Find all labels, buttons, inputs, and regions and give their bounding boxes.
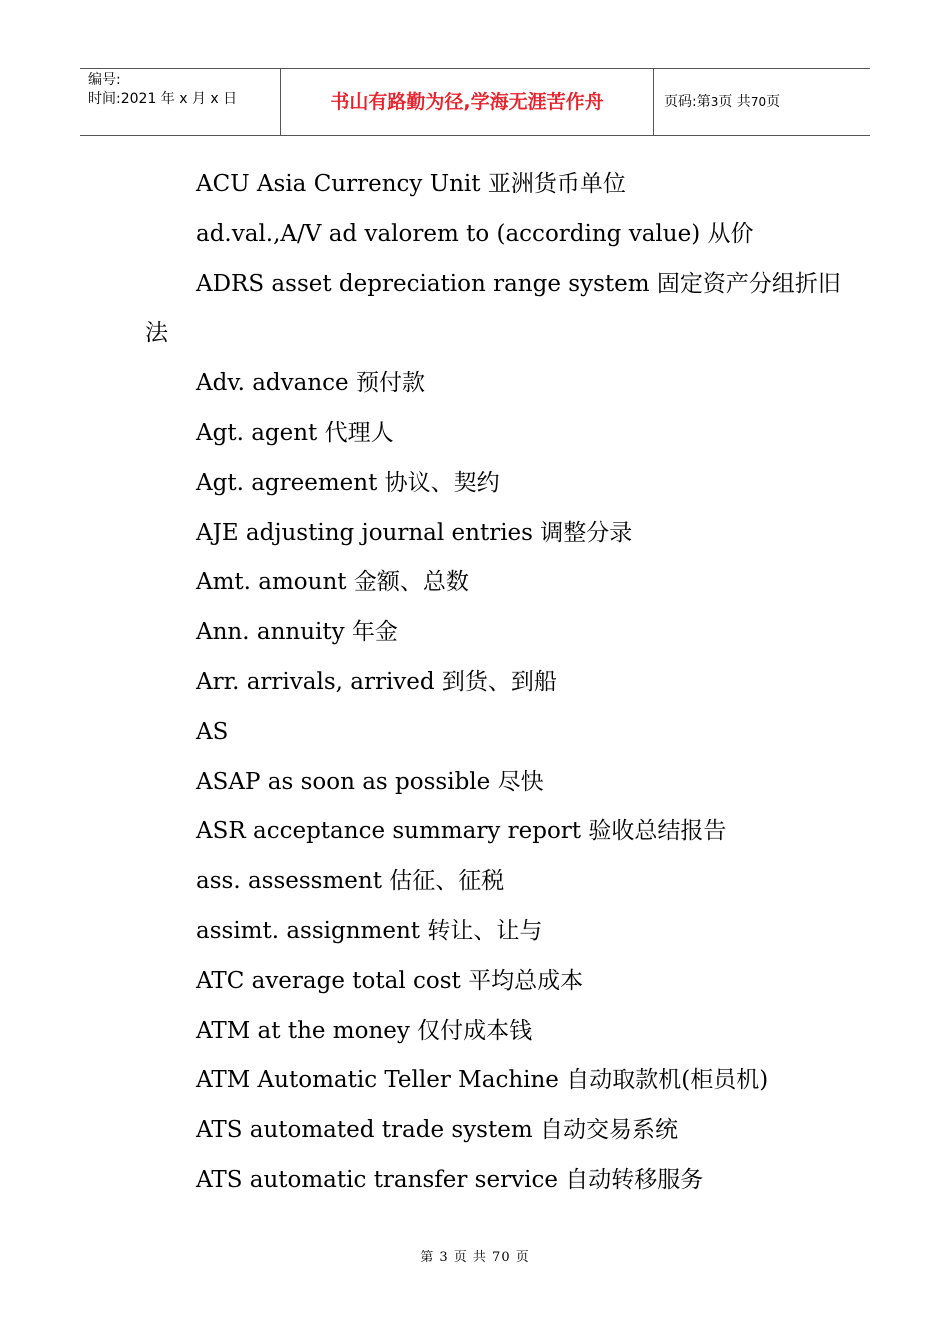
page-label: 页码:第 bbox=[664, 94, 711, 110]
page-header bbox=[80, 68, 870, 136]
glossary-entry: Adv. advance 预付款 bbox=[196, 370, 425, 397]
glossary-entry: Agt. agent 代理人 bbox=[196, 419, 394, 446]
glossary-entry: Agt. agreement 协议、契约 bbox=[196, 469, 500, 496]
glossary-entry: ATM at the money 仅付成本钱 bbox=[196, 1017, 533, 1044]
glossary-entry: ASR acceptance summary report 验收总结报告 bbox=[196, 818, 727, 845]
glossary-entry: ADRS asset depreciation range system 固定资产分组折旧 bbox=[196, 270, 841, 297]
header-meta bbox=[80, 69, 281, 135]
glossary-entry: AS bbox=[196, 718, 229, 745]
glossary-entry: ATS automatic transfer service 自动转移服务 bbox=[196, 1166, 704, 1193]
page-number: 3 bbox=[710, 95, 719, 109]
glossary-entry: AJE adjusting journal entries 调整分录 bbox=[196, 519, 633, 546]
glossary-entry: ATC average total cost 平均总成本 bbox=[196, 967, 584, 994]
glossary-entry-continuation: 法 bbox=[145, 320, 168, 347]
page-end: 页 bbox=[766, 94, 781, 110]
glossary-entry: Arr. arrivals, arrived 到货、到船 bbox=[196, 668, 557, 695]
time-label: 时间:2021 年 x 月 x 日 bbox=[88, 91, 238, 107]
glossary-entry: ASAP as soon as possible 尽快 bbox=[196, 768, 544, 795]
page-total: 70 bbox=[750, 95, 767, 109]
page-footer: 第 3 页 共 70 页 bbox=[420, 1250, 530, 1265]
glossary-entry: ass. assessment 估征、征税 bbox=[196, 868, 505, 895]
number-label: 编号: bbox=[88, 72, 121, 88]
glossary-list bbox=[145, 160, 841, 1206]
glossary-entry: Ann. annuity 年金 bbox=[196, 619, 398, 646]
glossary-entry: ATM Automatic Teller Machine 自动取款机(柜员机) bbox=[196, 1067, 769, 1094]
header-motto: 书山有路勤为径,学海无涯苦作舟 bbox=[281, 69, 654, 135]
page-mid: 页 共 bbox=[718, 94, 751, 110]
glossary-entry: Amt. amount 金额、总数 bbox=[196, 569, 469, 596]
glossary-entry: assimt. assignment 转让、让与 bbox=[196, 917, 543, 944]
glossary-entry: ATS automated trade system 自动交易系统 bbox=[196, 1117, 678, 1144]
glossary-entry: ad.val.,A/V ad valorem to (according value) 从价 bbox=[196, 220, 754, 247]
header-page-info bbox=[654, 69, 870, 135]
glossary-entry: ACU Asia Currency Unit 亚洲货币单位 bbox=[196, 171, 626, 197]
